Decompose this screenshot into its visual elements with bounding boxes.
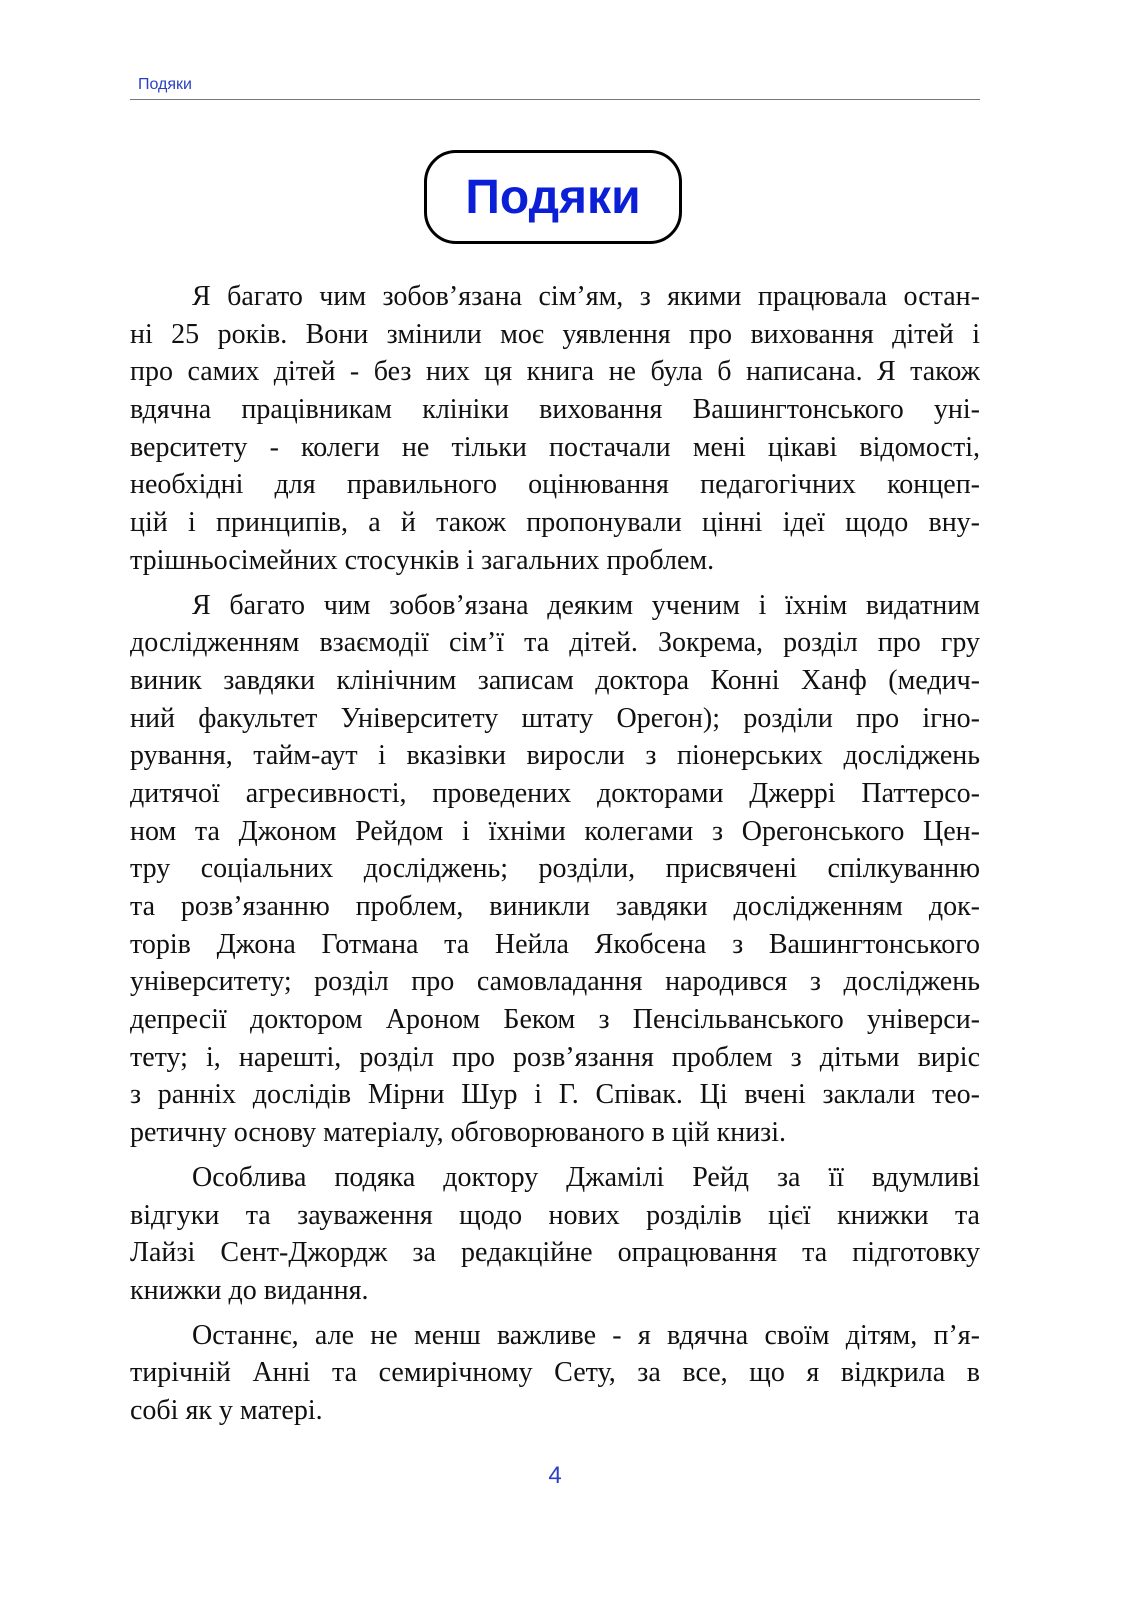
text-line: Лайзі Сент-Джордж за редакційне опрацювання та підготовку <box>130 1237 980 1269</box>
text-line: тру соціальних досліджень; розділи, присвячені спілкуванню <box>130 853 980 885</box>
text-line: ні 25 років. Вони змінили моє уявлення про виховання дітей і <box>130 318 980 350</box>
text-line: цій і принципів, а й також пропонували цінні ідеї щодо вну- <box>130 507 980 539</box>
text-line: та розв’язанню проблем, виникли завдяки дослідженням док- <box>130 891 980 922</box>
text-line: Особлива подяка доктору Джамілі Рейд за її вдумливі <box>192 1161 980 1193</box>
header-rule <box>130 99 980 100</box>
text-line: університету; розділ про самовладання народився з досліджень <box>130 966 980 998</box>
text-line: вдячна працівникам клініки виховання Вашингтонського уні- <box>130 394 980 426</box>
text-line: тету; і, нарешті, розділ про розв’язання проблем з дітьми виріс <box>130 1041 980 1073</box>
text-line: дослідженням взаємодії сім’ї та дітей. Зокрема, розділ про гру <box>130 627 980 659</box>
text-line: собі як у матері. <box>130 1394 323 1426</box>
text-line: необхідні для правильного оцінювання педагогічних концеп- <box>130 469 980 501</box>
text-line: депресії доктором Ароном Беком з Пенсільванського універси- <box>130 1004 980 1036</box>
text-line: ретичну основу матеріалу, обговорюваного в цій книзі. <box>130 1117 787 1149</box>
text-line: тирічній Анні та семирічному Сету, за все, що я відкрила в <box>130 1357 980 1389</box>
text-line: верситету - колеги не тільки постачали мені цікаві відомості, <box>130 431 980 463</box>
text-line: ном та Джоном Рейдом і їхніми колегами з Орегонського Цен- <box>130 815 980 847</box>
text-line: ний факультет Університету штату Орегон); розділи про ігно- <box>130 702 980 734</box>
text-line: з ранніх дослідів Мірни Шур і Г. Співак. Ці вчені заклали тео- <box>130 1079 980 1111</box>
text-line: відгуки та зауваження щодо нових розділів цієї книжки та <box>130 1199 980 1231</box>
text-line: дитячої агресивності, проведених докторами Джеррі Паттерсо- <box>130 777 980 809</box>
text-line: Останнє, але не менш важливе - я вдячна своїм дітям, п’я- <box>192 1319 980 1351</box>
text-line: Я багато чим зобов’язана сім’ям, з якими працювала остан- <box>192 281 980 312</box>
page-title: Подяки <box>465 170 641 224</box>
paragraph <box>130 587 980 1152</box>
paragraph <box>130 1159 980 1310</box>
text-line: трішньосімейних стосунків і загальних проблем. <box>130 544 715 576</box>
text-line: про самих дітей - без них ця книга не була б написана. Я також <box>130 356 980 388</box>
text-line: книжки до видання. <box>130 1274 369 1306</box>
running-head: Подяки <box>138 76 192 93</box>
text-line: Я багато чим зобов’язана деяким ученим і їхнім видатним <box>192 589 980 621</box>
text-line: виник завдяки клінічним записам доктора Конні Ханф (медич- <box>130 664 980 696</box>
title-box <box>424 150 682 244</box>
text-line: торів Джона Готмана та Нейла Якобсена з Вашингтонського <box>130 928 980 960</box>
paragraph <box>130 1317 980 1430</box>
text-line: рування, тайм-аут і вказівки виросли з піонерських досліджень <box>130 740 980 772</box>
body-text <box>130 278 980 1437</box>
page-number: 4 <box>548 1462 562 1489</box>
paragraph <box>130 278 980 580</box>
